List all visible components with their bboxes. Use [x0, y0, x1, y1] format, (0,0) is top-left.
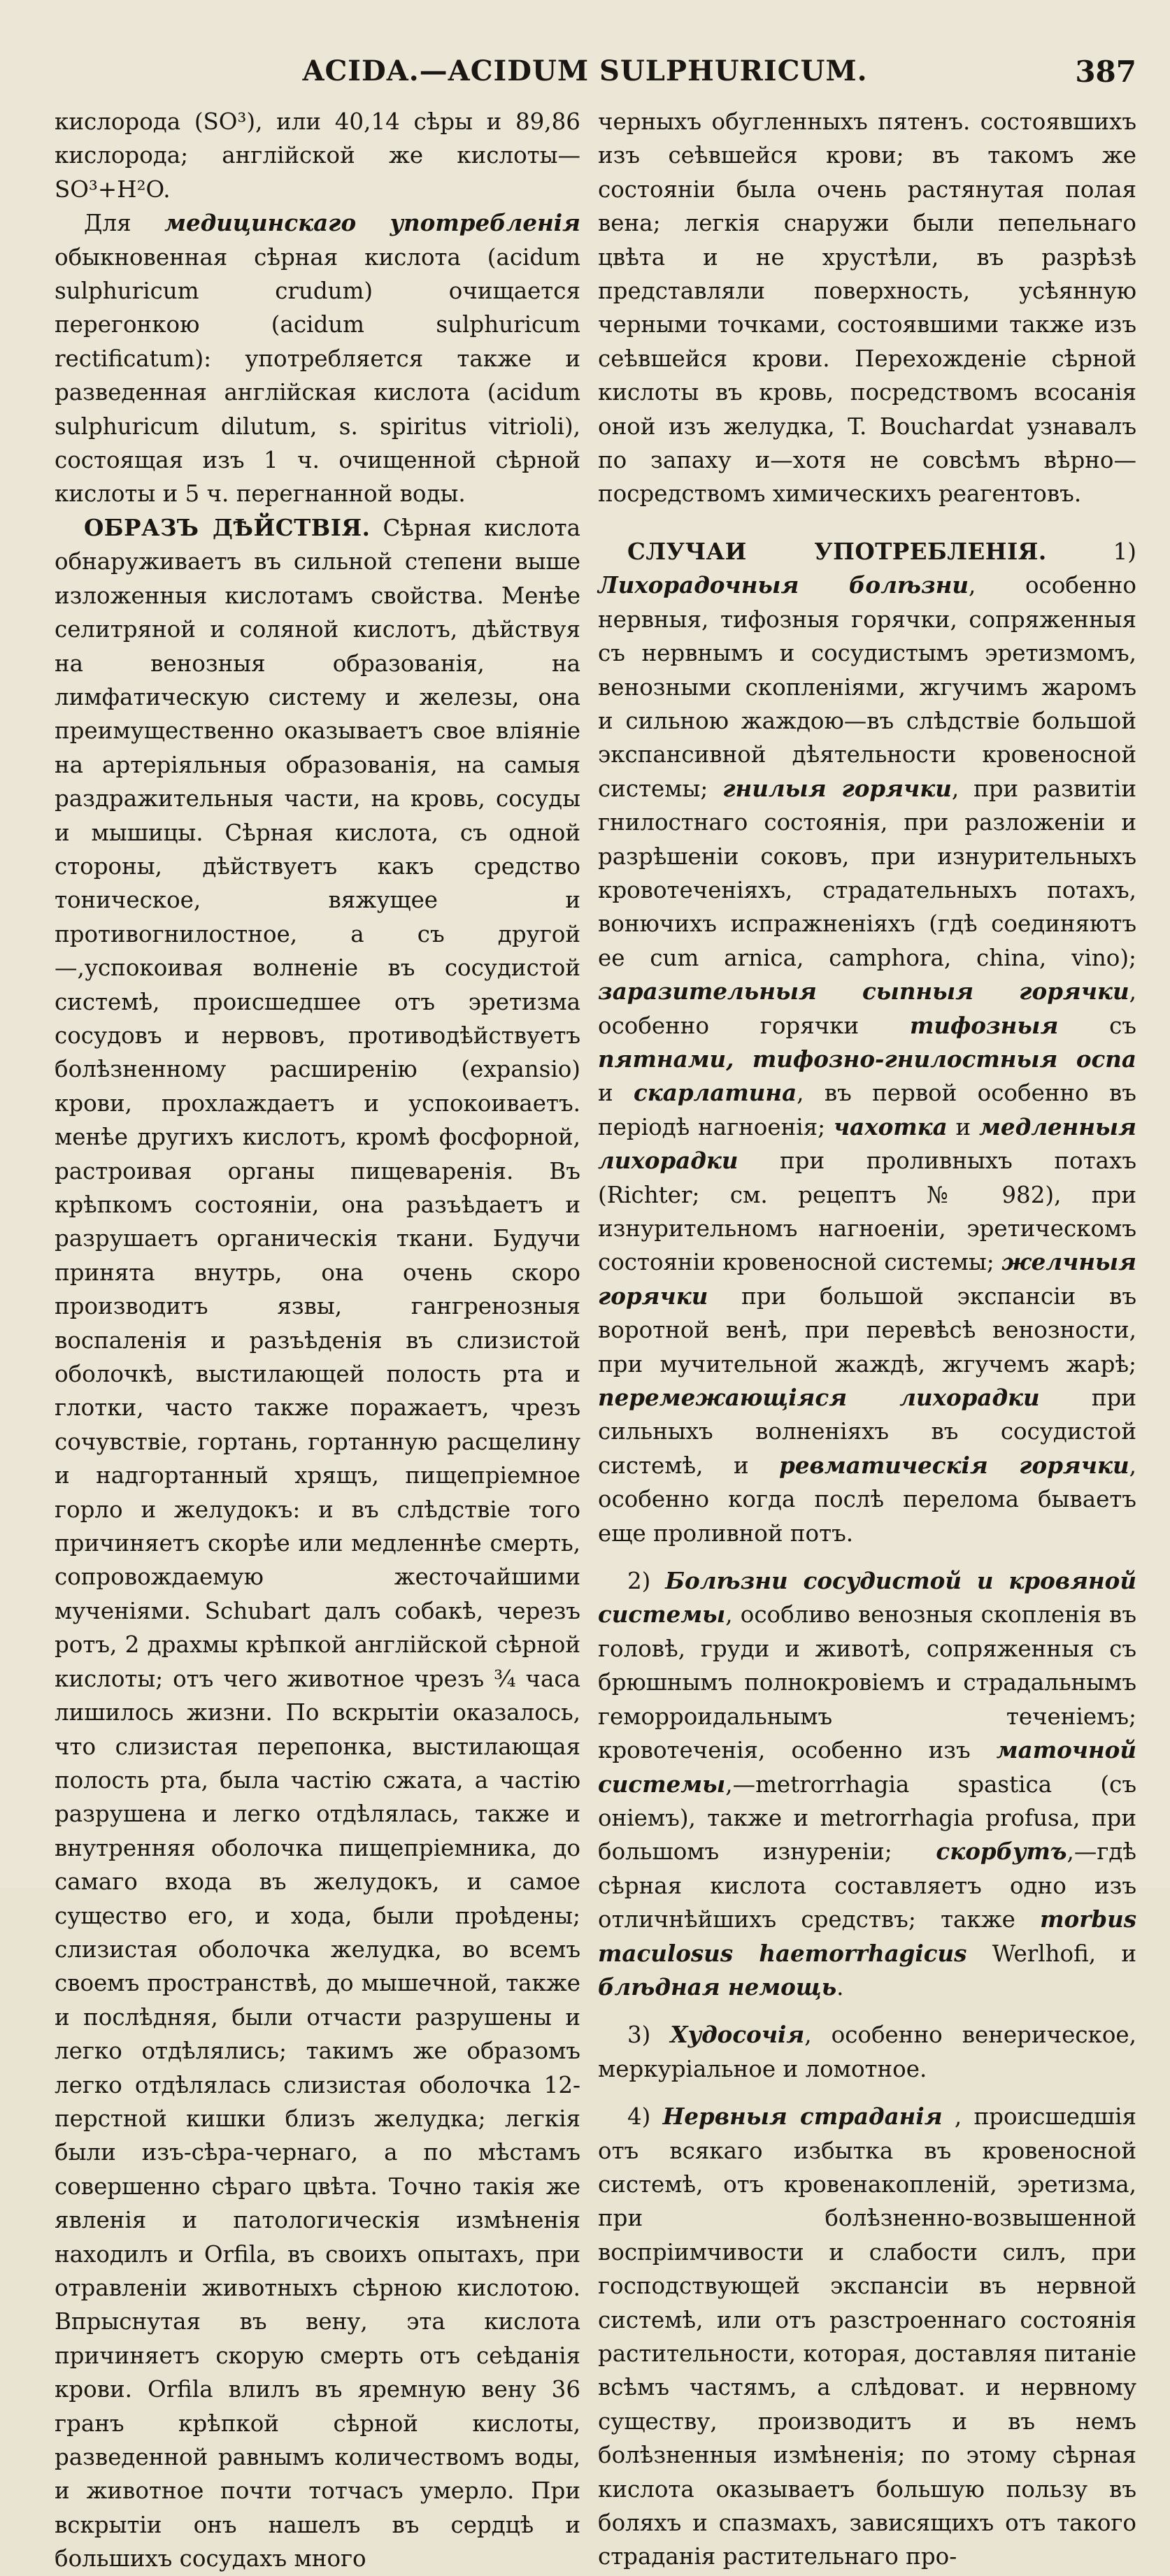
text-run: обыкновенная сѣрная кислота (acidum sulphuricum crudum) очищается перегонкою (acidum sulphuricum rectificatum): употребляется также и разведенная англiйская кислота (acidum sulphuricum dilutum, s. spiritus vitrioli), состоящая изъ 1 ч. очищенной сѣрной кислоты и 5 ч. перегнанной воды. — [55, 243, 580, 508]
emphasis-term: пятнами, тифозно-гнилостныя оспа — [598, 1045, 1136, 1073]
text-run: , при развитiи гнилостнаго состоянiя, при разложенiи и разрѣшенiи соковъ, при изнурительныхъ кровотеченiяхъ, страдательныхъ потахъ, вонючихъ испражненiяхъ (гдѣ соединяютъ ее cum arnica, camphora, china, vino); — [598, 775, 1136, 971]
text-run: Для — [84, 210, 165, 237]
text-run: Werlhofi, и — [966, 1940, 1136, 1967]
emphasis-term: Нервныя страданiя — [662, 2103, 943, 2131]
text-run: Сѣрная кислота обнаруживаетъ въ сильной степени выше изложенныя кислотамъ свойства. Менѣе селитряной и соляной кислотъ, дѣйствуя на венозныя образованiя, на лимфатическую систему и железы, она преимущественно оказываетъ свое влiянiе на артерiяльныя образованiя, на самыя раздражительныя части, на кровь, сосуды и мышицы. Сѣрная кислота, съ одной стороны, дѣйствуетъ какъ средство тоническое, вяжущее и противогнилостное, а съ другой—,успокоивая волненiе въ сосудистой системѣ, происшедшее отъ эретизма сосудовъ и нервовъ, противодѣйствуетъ болѣзненному расширенiю (expansio) крови, прохлаждаетъ и успокоиваетъ. менѣе другихъ кислотъ, кромѣ фосфорной, растроивая органы пищеваренiя. Въ крѣпкомъ состоянiи, она разъѣдаетъ и разрушаетъ органическiя ткани. Будучи принята внутрь, она очень скоро производитъ язвы, гангренозныя воспаленiя и разъѣденiя въ слизистой оболочкѣ, выстилающей полость рта и глотки, часто также поражаетъ, чрезъ сочувствiе, гортань, гортанную расщелину и надгортанный хрящъ, пищепрiемное горло и желудокъ: и въ слѣдствiе того причиняетъ скорѣе или медленнѣе смерть, сопровождаемую жесточайшими мученiями. Schubart далъ собакѣ, черезъ ротъ, 2 драхмы крѣпкой англiйской сѣрной кислоты; отъ чего животное чрезъ ¾ часа лишилось жизни. По вскрытiи оказалось, что слизистая перепонка, выстилающая полость рта, была частiю сжата, а частiю разрушена и легко отдѣлялась, также и внутренняя оболочка пищепрiемника, до самаго входа въ желудокъ, и самое существо его, и хода, были проѣдены; слизистая оболочка желудка, во всемъ своемъ пространствѣ, до мышечной, также и послѣдняя, были отчасти разрушены и легко отдѣлялись; такимъ же образомъ легко отдѣлялась слизистая оболочка 12-перстной кишки близъ желудка; легкiя были изъ-сѣра-чернаго, а по мѣстамъ совершенно сѣраго цвѣта. Точно такiя же явленiя и патологическiя измѣненiя находилъ и Orfila, въ своихъ опытахъ, при отравленiи животныхъ сѣрною кислотою. Впрыснутая въ вену, эта кислота причиняетъ скорую смерть отъ сеѣданiя крови. Orfila влилъ въ яремную вену 36 гранъ крѣпкой сѣрной кислоты, разведенной равнымъ количествомъ воды, и животное почти тотчасъ умерло. При вскрытiи онъ нашелъ въ сердцѣ и большихъ сосудахъ много — [55, 514, 581, 2573]
text-run: , особенно когда послѣ перелома бываетъ еще проливной потъ. — [598, 1452, 1136, 1547]
emphasis-term: Худосочiя — [670, 2021, 805, 2049]
text-run: 1) — [1046, 538, 1136, 565]
emphasis-term: маточной системы — [598, 1736, 1136, 1798]
paragraph — [55, 206, 580, 511]
emphasis-term: гнилыя горячки — [722, 774, 952, 802]
paragraph — [55, 511, 580, 2576]
emphasis-term: скорбутъ — [936, 1838, 1067, 1866]
left-text-column — [55, 105, 581, 2573]
page-header — [0, 55, 1170, 96]
text-run: . — [836, 1973, 844, 2001]
section-heading: ОБРАЗЪ ДѢЙСТВIЯ. — [84, 513, 371, 541]
paragraph: черныхъ обугленныхъ пятенъ. состоявшихъ изъ сеѣвшейся крови; въ такомъ же состоянiи была очень растянутая полая вена; легкiя снаружи были пепельнаго цвѣта и не хрустѣли, въ разрѣзѣ представляли поверхность, усѣянную черными точками, состоявшими также изъ сеѣвшейся крови. Перехожденiе сѣрной кислоты въ кровь, посредствомъ всосанiя оной изъ желудка, T. Bouchardat узнавалъ по запаху и—хотя не совсѣмъ вѣрно—посредствомъ химическихъ реагентовъ. — [598, 108, 1136, 508]
text-run: , происшедшiя отъ всякаго избытка въ кровеносной системѣ, отъ кровенакопленiй, эретизма, при болѣзненно-возвышенной воспрiимчивости и слабости силъ, при господствующей экспансiи въ нервной системѣ, или отъ разстроеннаго состоянiя растительности, которая, доставляя питанiе всѣмъ частямъ, а слѣдоват. и нервному существу, производитъ и въ немъ болѣзненныя измѣненiя; по этому сѣрная кислота оказываетъ большую пользу въ боляхъ и спазмахъ, зависящихъ отъ такого страданiя растительнаго про- — [598, 2103, 1136, 2570]
paragraph: кислорода (SO³), или 40,14 сѣры и 89,86 кислорода; англiйской же кислоты—SO³+H²O. — [55, 108, 580, 203]
emphasis-term: чахотка — [833, 1112, 948, 1140]
text-run: , въ первой особенно въ перiодѣ нагноенiя; — [598, 1080, 1136, 1140]
emphasis-term: заразительныя сыпныя горячки — [598, 978, 1129, 1006]
text-run: съ — [1058, 1012, 1136, 1039]
running-title: ACIDA.—ACIDUM SULPHURICUM. — [302, 55, 868, 87]
paragraph — [598, 2100, 1136, 2574]
text-run: , особенно горячки — [598, 978, 1136, 1039]
emphasis-term: блѣдная немощь — [598, 1973, 837, 2001]
text-run: и — [947, 1113, 980, 1140]
emphasis-term: morbus maculosus haemorrhagicus — [598, 1905, 1136, 1967]
emphasis-term: перемежающiяся лихорадки — [598, 1384, 1040, 1412]
emphasis-term: Лихорадочныя болѣзни — [598, 571, 969, 599]
emphasis-term: скарлатина — [633, 1079, 797, 1107]
emphasis-term: тифозныя — [909, 1011, 1059, 1039]
paragraph — [598, 2018, 1136, 2086]
text-run: , особенно нервныя, тифозныя горячки, сопряженныя съ нервнымъ и сосудистымъ эретизмомъ, венозными скопленiями, жгучимъ жаромъ и сильною жаждою—въ слѣдствiе большой экспансивной дѣятельности кровеносной системы; — [598, 572, 1136, 802]
emphasis-term: медицинскаго употребленiя — [164, 209, 580, 237]
text-run: 3) — [627, 2022, 671, 2049]
text-run: 4) — [627, 2103, 663, 2131]
section-heading: СЛУЧАИ УПОТРЕБЛЕНIЯ. — [627, 537, 1047, 565]
text-run: при сильныхъ волненiяхъ въ сосудистой системѣ, и — [598, 1384, 1136, 1479]
paragraph — [598, 1564, 1136, 2004]
text-run: и — [598, 1080, 634, 1107]
text-run: , особливо венозныя скопленiя въ головѣ, груди и животѣ, сопряженныя съ брюшнымъ полнокровiемъ и страдальнымъ геморроидальнымъ теченiемъ; кровотеченiя, особенно изъ — [598, 1601, 1136, 1764]
page-number: 387 — [1075, 55, 1136, 89]
text-run: ,—гдѣ сѣрная кислота составляетъ одно изъ отличнѣйшихъ средствъ; также — [598, 1838, 1136, 1933]
text-run: при большой экспансiи въ воротной венѣ, при перевѣсѣ венозности, при мучительной жаждѣ, жгучемъ жарѣ; — [598, 1282, 1136, 1378]
text-run: 2) — [627, 1568, 666, 1595]
emphasis-term: ревматическiя горячки — [779, 1451, 1129, 1479]
emphasis-term: медленныя лихорадки — [598, 1112, 1136, 1175]
text-run: ,—metrorrhagia spastica (съ онiемъ), также и metrorrhagia profusa, при большомъ изнуренiи; — [598, 1770, 1136, 1866]
emphasis-term: Болѣзни сосудистой и кровяной системы — [598, 1567, 1136, 1629]
paragraph — [598, 535, 1136, 1550]
right-text-column — [598, 105, 1136, 2570]
emphasis-term: желчныя горячки — [598, 1248, 1136, 1310]
text-run: при проливныхъ потахъ (Richter; см. рецептъ № 982), при изнурительномъ нагноенiи, эретическомъ состоянiи кровеносной системы; — [598, 1147, 1136, 1276]
text-run: , особенно венерическое, меркурiальное и ломотное. — [598, 2022, 1136, 2082]
